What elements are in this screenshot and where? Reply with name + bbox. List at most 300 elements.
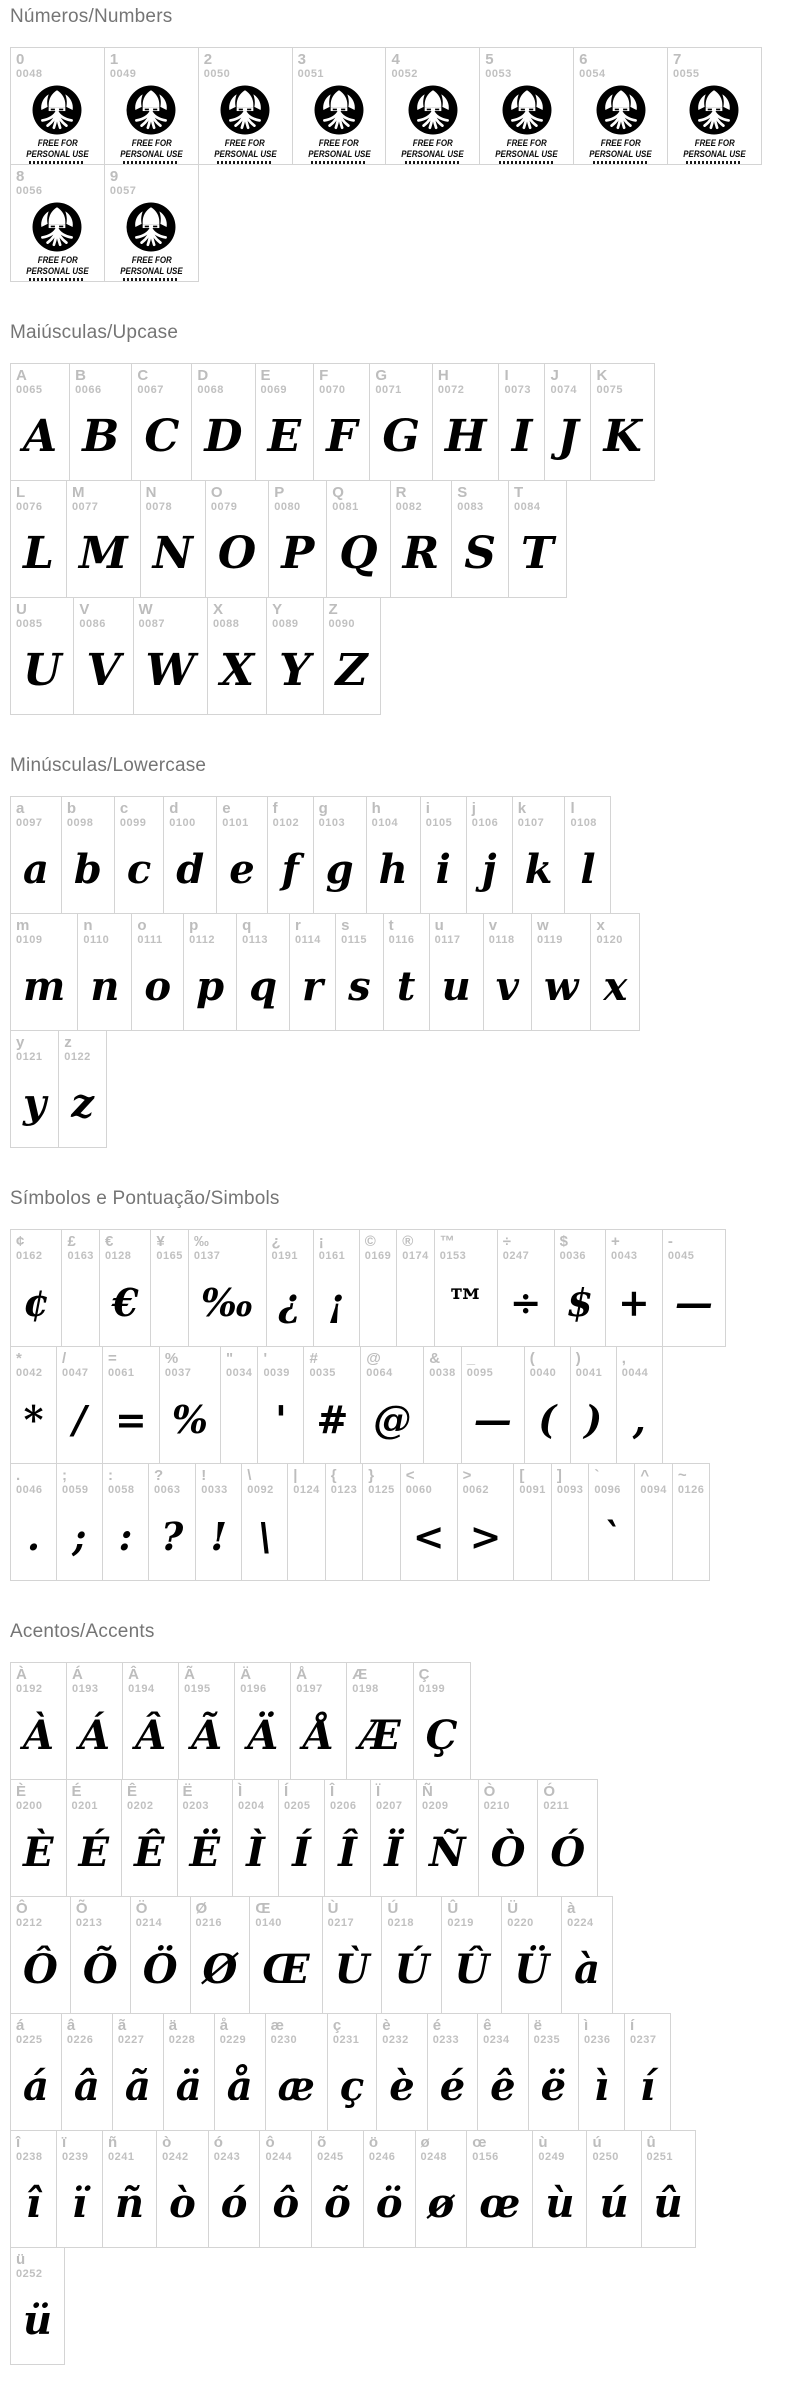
glyph-cell (66, 480, 141, 598)
glyph-cell (121, 1779, 178, 1897)
glyph-preview: ê (490, 2063, 516, 2110)
glyph-preview (557, 1497, 583, 1576)
glyph-preview: C (144, 411, 180, 462)
cell-character-label: j (471, 800, 476, 817)
glyph-preview: Ô (23, 1946, 58, 1993)
glyph-preview: ; (72, 1514, 87, 1559)
cell-character-label: H (437, 367, 449, 384)
cell-unicode-label: 0199 (418, 1683, 446, 1695)
cell-character-label: t (388, 917, 394, 934)
glyph-grid (10, 47, 810, 282)
cell-character-label: Ó (543, 1783, 556, 1800)
cell-character-label: Î (330, 1783, 335, 1800)
glyph-preview: R (402, 528, 440, 579)
badge-line1: FREE FOR (506, 138, 547, 148)
glyph-preview: Ç (425, 1712, 458, 1759)
cell-character-label: - (667, 1233, 673, 1250)
glyph-cell (255, 363, 315, 481)
fine-print-line (405, 161, 461, 164)
glyph-cell (10, 1779, 67, 1897)
cell-unicode-label: 0084 (513, 501, 541, 513)
cell-unicode-label: 0195 (184, 1683, 211, 1695)
glyph-cell (451, 480, 509, 598)
glyph-cell (178, 1662, 235, 1780)
glyph-cell (528, 2013, 579, 2131)
glyph-preview (640, 1497, 666, 1576)
cell-unicode-label: 0205 (284, 1800, 311, 1812)
cell-unicode-label: 0220 (507, 1917, 534, 1929)
cell-unicode-label: 0098 (66, 817, 94, 829)
cell-character-label: œ (472, 2134, 487, 2151)
cell-character-label: L (16, 484, 26, 501)
glyph-preview: ø (427, 2180, 455, 2227)
cell-character-label: | (293, 1467, 298, 1484)
glyph-cell (322, 1896, 383, 2014)
glyph-preview: Ö (142, 1946, 178, 1993)
glyph-cell (257, 1346, 304, 1464)
glyph-cell (104, 47, 199, 165)
glyph-cell (131, 363, 192, 481)
cell-character-label: q (242, 917, 252, 934)
cell-character-label: Ô (16, 1900, 28, 1917)
glyph-cell (183, 913, 237, 1031)
glyph-preview (519, 1497, 545, 1576)
glyph-cell (624, 2013, 671, 2131)
cell-unicode-label: 0124 (293, 1484, 320, 1496)
glyph-cell (61, 1229, 99, 1347)
glyph-cell (234, 1662, 291, 1780)
glyph-grid (10, 796, 810, 1148)
cell-unicode-label: 0216 (195, 1917, 223, 1929)
cell-unicode-label: 0126 (677, 1484, 705, 1496)
cell-character-label: ‰ (193, 1233, 209, 1250)
cell-character-label: Ú (387, 1900, 399, 1917)
glyph-cell (10, 2247, 65, 2365)
glyph-preview: Ä (247, 1712, 279, 1759)
glyph-preview: õ (324, 2180, 351, 2227)
glyph-cell (586, 2130, 641, 2248)
glyph-preview: Õ (82, 1946, 118, 1993)
glyph-cell (190, 1896, 251, 2014)
cell-unicode-label: 0066 (75, 384, 102, 396)
cell-unicode-label: 0120 (596, 934, 623, 946)
glyph-cell (163, 796, 217, 914)
cell-character-label: æ (270, 2017, 284, 2034)
glyph-preview (293, 1497, 319, 1576)
cell-character-label: Â (128, 1666, 139, 1683)
cell-character-label: D (197, 367, 209, 384)
glyph-cell (303, 1346, 361, 1464)
glyph-cell (10, 1346, 57, 1464)
glyph-cell (156, 2130, 209, 2248)
glyph-cell (362, 1463, 400, 1581)
glyph-preview: ( (538, 1397, 557, 1442)
glyph-cell (292, 47, 387, 165)
squid-logo-icon (32, 85, 82, 135)
cell-unicode-label: 0062 (462, 1484, 490, 1496)
cell-character-label: Ò (483, 1783, 496, 1800)
cell-unicode-label: 0192 (16, 1683, 43, 1695)
glyph-preview: * (23, 1397, 44, 1442)
cell-character-label: * (16, 1350, 22, 1367)
cell-character-label: i (425, 800, 430, 817)
glyph-preview (485, 81, 568, 164)
cell-unicode-label: 0246 (368, 2151, 396, 2163)
cell-unicode-label: 0039 (263, 1367, 290, 1379)
glyph-cell (324, 1779, 371, 1897)
glyph-cell (58, 1030, 107, 1148)
cell-unicode-label: 0206 (330, 1800, 357, 1812)
glyph-cell (313, 1229, 360, 1347)
glyph-preview: ù (545, 2180, 575, 2227)
glyph-preview: Æ (359, 1712, 401, 1759)
glyph-cell (605, 1229, 663, 1347)
cell-unicode-label: 0226 (66, 2034, 94, 2046)
cell-unicode-label: 0230 (270, 2034, 298, 2046)
cell-character-label: ] (556, 1467, 562, 1484)
glyph-preview: o (144, 963, 172, 1010)
cell-character-label: Ñ (422, 1783, 433, 1800)
glyph-preview (365, 1263, 391, 1342)
glyph-cell (266, 597, 323, 715)
cell-character-label: ¡ (318, 1233, 324, 1250)
cell-unicode-label: 0049 (109, 68, 137, 80)
glyph-cell (441, 1896, 502, 2014)
glyph-cell (634, 1463, 672, 1581)
glyph-preview: $ (566, 1280, 594, 1325)
glyph-cell (616, 1346, 663, 1464)
glyph-preview: n (90, 963, 120, 1010)
glyph-cell (290, 1662, 347, 1780)
glyph-preview: à (574, 1946, 601, 1993)
cell-unicode-label: 0162 (16, 1250, 43, 1262)
cell-character-label: Á (72, 1666, 83, 1683)
cell-character-label: n (83, 917, 93, 934)
cell-unicode-label: 0089 (272, 618, 299, 630)
cell-unicode-label: 0080 (274, 501, 301, 513)
cell-unicode-label: 0123 (330, 1484, 358, 1496)
glyph-preview: ú (599, 2180, 629, 2227)
glyph-preview (16, 81, 99, 164)
cell-unicode-label: 0116 (388, 934, 415, 946)
glyph-cell (590, 363, 654, 481)
glyph-preview: Ü (514, 1946, 550, 1993)
glyph-preview: é (439, 2063, 466, 2110)
glyph-row (10, 1346, 663, 1464)
glyph-preview: P (281, 528, 315, 579)
glyph-cell (10, 480, 67, 598)
cell-character-label: Z (328, 601, 338, 618)
glyph-cell (148, 1463, 196, 1581)
glyph-cell (360, 1346, 424, 1464)
glyph-cell (10, 47, 105, 165)
cell-character-label: 9 (109, 168, 119, 185)
cell-unicode-label: 0191 (271, 1250, 298, 1262)
glyph-preview: Ø (202, 1946, 238, 1993)
badge-line2: PERSONAL USE (683, 148, 746, 159)
cell-character-label: 7 (673, 51, 682, 68)
glyph-cell (672, 1463, 710, 1581)
glyph-preview: Í (292, 1829, 311, 1876)
cell-unicode-label: 0224 (567, 1917, 594, 1929)
cell-character-label: Å (296, 1666, 308, 1683)
free-for-personal-use-badge (22, 85, 93, 164)
section-title-accents: Acentos/Accents (10, 1621, 155, 1642)
glyph-cell (311, 2130, 364, 2248)
cell-character-label: r (295, 917, 301, 934)
cell-unicode-label: 0054 (579, 68, 606, 80)
glyph-preview: Ë (189, 1829, 220, 1876)
glyph-cell (102, 1463, 149, 1581)
cell-character-label: ú (592, 2134, 602, 2151)
section-title-uppercase: Maiúsculas/Upcase (10, 322, 179, 343)
glyph-preview: Ò (490, 1829, 526, 1876)
glyph-preview: È (23, 1829, 54, 1876)
glyph-preview (429, 1380, 455, 1459)
glyph-preview (67, 1263, 93, 1342)
cell-unicode-label: 0078 (145, 501, 173, 513)
cell-unicode-label: 0243 (213, 2151, 241, 2163)
badge-line2: PERSONAL USE (589, 148, 652, 159)
cell-unicode-label: 0081 (332, 501, 359, 513)
glyph-cell (590, 913, 640, 1031)
glyph-preview: Y (279, 645, 311, 696)
glyph-cell (544, 363, 591, 481)
fine-print-line (29, 278, 85, 281)
cell-unicode-label: 0111 (137, 934, 163, 946)
glyph-cell (289, 913, 336, 1031)
glyph-preview: + (618, 1280, 650, 1325)
cell-character-label: ö (368, 2134, 379, 2151)
cell-character-label: Ä (240, 1666, 252, 1683)
cell-unicode-label: 0041 (575, 1367, 603, 1379)
glyph-section-uppercase (10, 322, 810, 715)
cell-character-label: p (189, 917, 199, 934)
cell-character-label: E (260, 367, 271, 384)
glyph-cell (10, 913, 78, 1031)
cell-character-label: h (371, 800, 381, 817)
glyph-cell (376, 2013, 427, 2131)
glyph-row (10, 363, 655, 481)
glyph-preview (579, 81, 662, 164)
glyph-grid (10, 1662, 810, 2365)
glyph-row (10, 2013, 671, 2131)
cell-unicode-label: 0214 (135, 1917, 163, 1929)
glyph-preview: # (316, 1397, 349, 1442)
cell-unicode-label: 0209 (422, 1800, 449, 1812)
glyph-preview: Î (338, 1829, 357, 1876)
cell-character-label: P (274, 484, 285, 501)
free-for-personal-use-badge (116, 85, 187, 164)
glyph-preview: Å (303, 1712, 335, 1759)
glyph-preview: : (118, 1514, 133, 1559)
cell-unicode-label: 0068 (197, 384, 224, 396)
cell-unicode-label: 0194 (128, 1683, 155, 1695)
glyph-preview: ñ (115, 2180, 145, 2227)
cell-character-label: è (382, 2017, 391, 2034)
glyph-preview: À (23, 1712, 55, 1759)
cell-character-label: { (330, 1467, 337, 1484)
cell-unicode-label: 0059 (62, 1484, 89, 1496)
cell-unicode-label: 0046 (16, 1484, 43, 1496)
glyph-preview: D (204, 411, 243, 462)
badge-line1: FREE FOR (600, 138, 641, 148)
fine-print-line (123, 278, 179, 281)
cell-unicode-label: 0105 (425, 817, 453, 829)
squid-logo-icon (502, 85, 552, 135)
badge-line1: FREE FOR (225, 138, 266, 148)
glyph-cell (461, 1346, 525, 1464)
cell-character-label: k (517, 800, 527, 817)
cell-character-label: 4 (391, 51, 400, 68)
glyph-cell (466, 796, 513, 914)
cell-unicode-label: 0094 (640, 1484, 667, 1496)
glyph-preview: Z (335, 645, 368, 696)
glyph-preview (391, 81, 474, 164)
glyph-preview: ? (161, 1514, 184, 1559)
cell-character-label: õ (317, 2134, 327, 2151)
free-for-personal-use-badge (679, 85, 750, 164)
squid-logo-icon (596, 85, 646, 135)
cell-unicode-label: 0200 (16, 1800, 43, 1812)
glyph-preview: X (219, 645, 255, 696)
cell-character-label: É (71, 1783, 82, 1800)
cell-character-label: ) (575, 1350, 581, 1367)
cell-character-label: + (611, 1233, 620, 1250)
cell-unicode-label: 0096 (594, 1484, 621, 1496)
glyph-preview: N (152, 528, 193, 579)
glyph-cell (479, 47, 574, 165)
glyph-cell (390, 480, 453, 598)
glyph-section-lowercase (10, 755, 810, 1148)
cell-character-label: w (537, 917, 549, 934)
glyph-preview: Ú (394, 1946, 430, 1993)
glyph-preview (368, 1497, 394, 1576)
glyph-cell (10, 597, 74, 715)
cell-unicode-label: 0236 (584, 2034, 611, 2046)
cell-character-label: ø (420, 2134, 430, 2151)
free-for-personal-use-badge (585, 85, 656, 164)
cell-unicode-label: 0087 (138, 618, 165, 630)
cell-unicode-label: 0140 (255, 1917, 282, 1929)
cell-character-label: J (550, 367, 559, 384)
glyph-cell (66, 1779, 123, 1897)
cell-character-label: s (341, 917, 350, 934)
cell-unicode-label: 0137 (193, 1250, 221, 1262)
squid-logo-icon (408, 85, 458, 135)
cell-character-label: d (169, 800, 179, 817)
glyph-cell (10, 1463, 57, 1581)
glyph-cell (400, 1463, 458, 1581)
glyph-preview: ç (339, 2063, 365, 2110)
cell-unicode-label: 0234 (483, 2034, 510, 2046)
cell-unicode-label: 0043 (611, 1250, 638, 1262)
cell-character-label: g (318, 800, 328, 817)
cell-unicode-label: 0053 (485, 68, 512, 80)
glyph-preview: ì (593, 2063, 610, 2110)
glyph-preview: É (78, 1829, 109, 1876)
glyph-cell (61, 796, 115, 914)
glyph-preview: c (126, 846, 152, 893)
cell-character-label: l (570, 800, 575, 817)
glyph-section-numbers (10, 6, 810, 282)
glyph-preview: < (412, 1514, 445, 1559)
glyph-cell (198, 47, 293, 165)
cell-unicode-label: 0085 (16, 618, 43, 630)
glyph-preview: m (23, 963, 66, 1010)
fine-print-line (499, 161, 555, 164)
cell-unicode-label: 0055 (673, 68, 700, 80)
cell-character-label: ç (332, 2017, 342, 2034)
glyph-preview: I (511, 411, 533, 462)
glyph-cell (268, 480, 327, 598)
glyph-cell (56, 1346, 103, 1464)
glyph-cell (513, 1463, 551, 1581)
glyph-preview (678, 1497, 704, 1576)
glyph-preview: ü (23, 2297, 53, 2344)
cell-unicode-label: 0086 (79, 618, 106, 630)
cell-unicode-label: 0169 (364, 1250, 392, 1262)
cell-unicode-label: 0082 (395, 501, 423, 513)
glyph-cell (102, 2130, 157, 2248)
glyph-cell (131, 913, 184, 1031)
glyph-preview: k (524, 846, 553, 893)
cell-character-label: î (16, 2134, 21, 2151)
glyph-grid (10, 1229, 810, 1581)
glyph-row (10, 480, 567, 598)
glyph-preview: d (176, 846, 205, 893)
glyph-cell (551, 1463, 589, 1581)
cell-unicode-label: 0121 (16, 1051, 43, 1063)
cell-unicode-label: 0174 (402, 1250, 429, 1262)
cell-character-label: À (16, 1666, 27, 1683)
cell-character-label: $ (559, 1233, 568, 1250)
glyph-preview (331, 1497, 357, 1576)
cell-unicode-label: 0102 (272, 817, 300, 829)
glyph-cell (570, 1346, 617, 1464)
glyph-cell (241, 1463, 288, 1581)
cell-unicode-label: 0090 (328, 618, 355, 630)
cell-character-label: X (212, 601, 223, 618)
glyph-preview: ' (275, 1397, 287, 1442)
glyph-cell (249, 1896, 322, 2014)
cell-character-label: ! (201, 1467, 207, 1484)
squid-logo-icon (126, 202, 176, 252)
badge-line2: PERSONAL USE (495, 148, 558, 159)
cell-character-label: } (368, 1467, 375, 1484)
cell-character-label: € (104, 1233, 114, 1250)
cell-unicode-label: 0070 (319, 384, 346, 396)
glyph-preview: Ï (384, 1829, 403, 1876)
badge-line2: PERSONAL USE (307, 148, 371, 159)
cell-unicode-label: 0115 (341, 934, 367, 946)
cell-character-label: Ù (327, 1900, 339, 1917)
glyph-preview: i (435, 846, 451, 893)
glyph-preview: å (226, 2063, 253, 2110)
glyph-grid (10, 363, 810, 715)
glyph-preview: K (603, 411, 642, 462)
cell-character-label: û (646, 2134, 656, 2151)
cell-unicode-label: 0252 (16, 2268, 43, 2280)
glyph-preview: F (326, 411, 358, 462)
cell-unicode-label: 0074 (550, 384, 577, 396)
badge-line1: FREE FOR (37, 255, 78, 265)
glyph-preview: Ê (134, 1829, 165, 1876)
cell-unicode-label: 0163 (67, 1250, 94, 1262)
glyph-cell (416, 1779, 479, 1897)
cell-unicode-label: 0036 (559, 1250, 587, 1262)
glyph-preview (298, 81, 381, 164)
